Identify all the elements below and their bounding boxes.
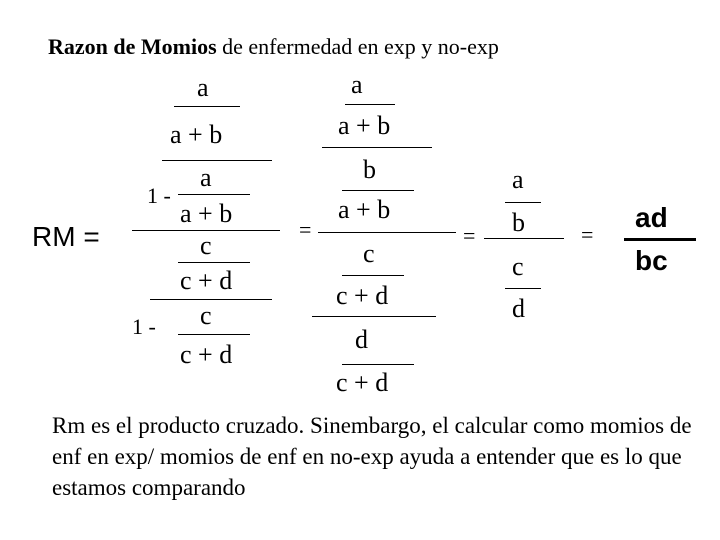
f2-d: d xyxy=(355,325,368,354)
f2-c: c xyxy=(363,239,375,268)
f2-main-fraction-bar xyxy=(318,232,456,233)
title-bold-part: Razon de Momios xyxy=(48,34,217,59)
f1-bottom-c-plus-d: c + d xyxy=(180,340,233,369)
f1-c: c xyxy=(200,231,212,260)
f2-c-plus-d-1: c + d xyxy=(336,281,389,310)
f2-a-line xyxy=(345,104,395,105)
f1-mid-a-plus-b: a + b xyxy=(180,199,233,228)
title-rest: de enfermedad en exp y no-exp xyxy=(216,34,499,59)
f2-a-plus-b-2: a + b xyxy=(338,195,391,224)
f3-a-line xyxy=(505,202,541,203)
f2-a-plus-b-1: a + b xyxy=(338,111,391,140)
rm-label: RM = xyxy=(32,221,100,252)
f1-c-plus-d: c + d xyxy=(180,266,233,295)
f1-mid-a: a xyxy=(200,163,212,192)
f2-lower-line xyxy=(312,316,436,317)
f3-c: c xyxy=(512,252,524,281)
equals-1: = xyxy=(299,217,312,242)
f1-c-line xyxy=(178,262,250,263)
f3-main-fraction-bar xyxy=(484,238,564,239)
f1-numerator-line xyxy=(162,160,272,161)
f1-mid-line xyxy=(178,194,250,195)
equals-2: = xyxy=(463,223,476,248)
f3-c-line xyxy=(505,288,541,289)
explanation-text: Rm es el producto cruzado. Sinembargo, el calcular como momios de enf en exp/ momios de enf en no-exp ayuda a entender que es lo que estamos comparando xyxy=(52,413,692,500)
f2-c-plus-d-2: c + d xyxy=(336,368,389,397)
equals-3: = xyxy=(581,222,594,247)
result-denominator: bc xyxy=(635,245,668,276)
f1-top-line xyxy=(174,106,240,107)
f1-top-a-plus-b: a + b xyxy=(170,120,223,149)
f2-a: a xyxy=(351,70,363,99)
result-fraction-bar xyxy=(624,238,696,241)
f2-upper-line xyxy=(322,147,432,148)
f2-d-line xyxy=(342,364,414,365)
f1-bottom-line xyxy=(178,334,250,335)
f3-d: d xyxy=(512,294,525,323)
f3-b: b xyxy=(512,208,525,237)
f1-bottom-c: c xyxy=(200,301,212,330)
f3-a: a xyxy=(512,165,524,194)
f2-b-line xyxy=(342,190,414,191)
slide-title xyxy=(48,36,499,58)
f1-denominator-line xyxy=(150,299,272,300)
f1-one-minus-bottom: 1 - xyxy=(132,314,156,339)
f1-top-a: a xyxy=(197,73,209,102)
f2-c-line xyxy=(342,275,404,276)
result-numerator: ad xyxy=(635,202,668,233)
f1-one-minus-top: 1 - xyxy=(147,183,171,208)
f2-b: b xyxy=(363,155,376,184)
